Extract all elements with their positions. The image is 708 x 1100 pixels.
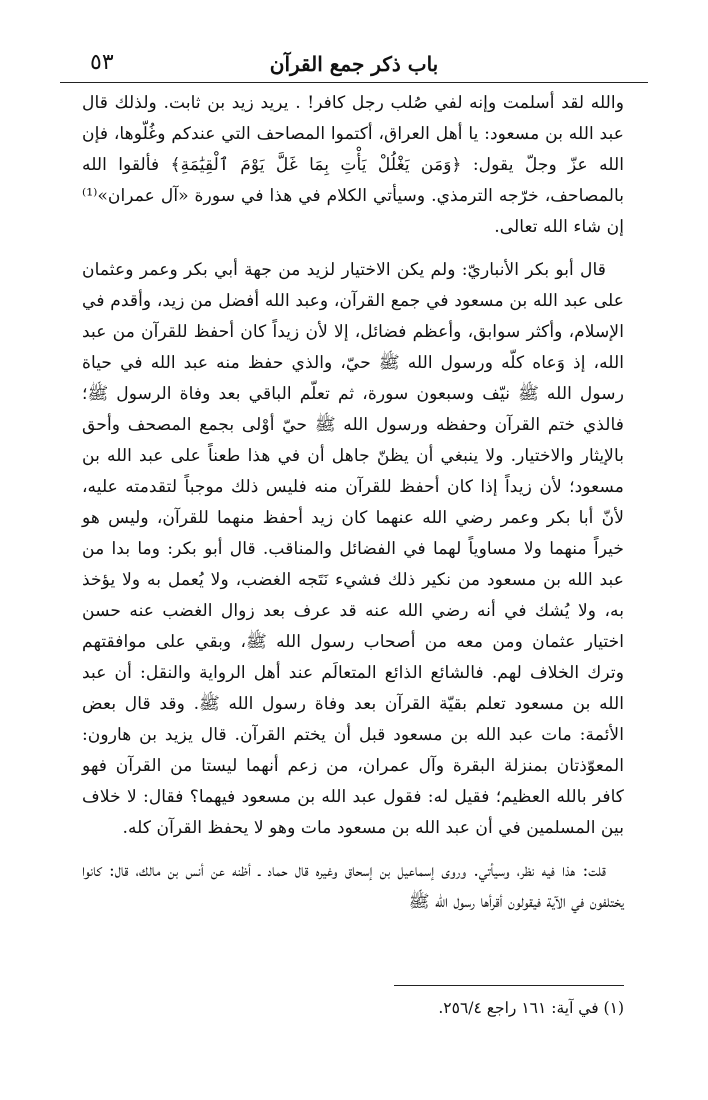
footnote-divider [394,985,624,986]
page-number: ٥٣ [90,50,114,75]
paragraph: قلت: هذا فيه نظر، وسيأتي. وروى إسماعيل بن إسحاق وغيره قال حماد ـ أظنه عن أنس بن مالك، قال: كانوا يختلفون في الآية فيقولون أقرأها رسول الله ﷺ [82,861,624,912]
running-title: باب ذكر جمع القرآن [269,52,439,76]
page-header [60,46,648,83]
paragraph: والله لقد أسلمت وإنه لفي صُلب رجل كافر! . يريد زيد بن ثابت. ولذلك قال عبد الله بن مسعود: يا أهل العراق، أكتموا المصاحف التي عندكم وغُلّوها، فإن الله عزّ وجلّ يقول: ﴿وَمَن يَغْلُلْ يَأْتِ بِمَا غَلَّ يَوْمَ ٱلْقِيَٰمَةِ﴾ فألقوا الله بالمصاحف، خرّجه الترمذي. وسيأتي الكلام في هذا في سورة «آل عمران»⁽¹⁾ إن شاء الله تعالى. [82,93,624,237]
main-text [82,88,624,930]
paragraph: قال أبو بكر الأنباريّ: ولم يكن الاختيار لزيد من جهة أبي بكر وعمر وعثمان على عبد الله بن مسعود في جمع القرآن، وعبد الله أفضل من زيد، وأقدم في الإسلام، وأكثر سوابق، وأعظم فضائل، إلا لأن زيداً كان أحفظ للقرآن من عبد الله، إذ وَعاه كلّه ورسول الله ﷺ حيّ، والذي حفظ منه عبد الله في حياة رسول الله ﷺ نيّف وسبعون سورة، ثم تعلّم الباقي بعد وفاة الرسول ﷺ؛ فالذي ختم القرآن وحفظه ورسول الله ﷺ حيّ أوْلى بجمع المصحف وأحق بالإيثار والاختيار. ولا ينبغي أن يظنّ جاهل أن في هذا طعناً على عبد الله بن مسعود؛ لأن زيداً إذا كان أحفظ للقرآن منه فليس ذلك موجباً لتقدمته عليه، لأنّ أبا بكر وعمر رضي الله عنهما كان زيد أحفظ منهما للقرآن، وليس هو خيراً منهما ولا مساوياً لهما في الفضائل والمناقب. قال أبو بكر: وما بدا من عبد الله بن مسعود من نكير ذلك فشيء نَتَجه الغضب، ولا يُعمل به ولا يؤخذ به، ولا يُشك في أنه رضي الله عنه قد عرف بعد زوال الغضب عنه حسن اختيار عثمان ومن معه من أصحاب رسول الله ﷺ، وبقي على موافقتهم وترك الخلاف لهم. فالشائع الذائع المتعالَم عند أهل الرواية والنقل: أن عبد الله بن مسعود تعلم بقيّة القرآن بعد وفاة رسول الله ﷺ. وقد قال بعض الأئمة: مات عبد الله بن مسعود قبل أن يختم القرآن. قال يزيد بن هارون: المعوّذتان بمنزلة البقرة وآل عمران، من زعم أنهما ليستا من القرآن فهو كافر بالله العظيم؛ فقيل له: فقول عبد الله بن مسعود فيهما؟ فقال: لا خلاف بين المسلمين في أن عبد الله بن مسعود مات وهو لا يحفظ القرآن كله. [82,260,624,838]
footnote: (١) في آية: ١٦١ راجع ٢٥٦/٤. [438,999,624,1017]
